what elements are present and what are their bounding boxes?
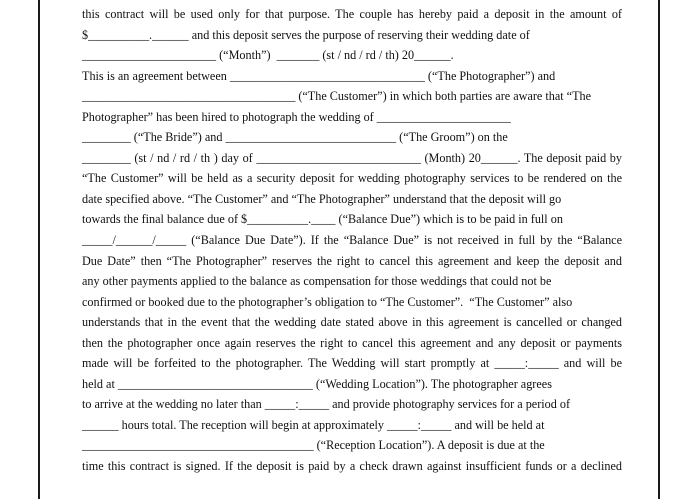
contract-line: ________ (st / nd / rd / th ) day of ___________________________ (Month) 20______. The deposit paid by [82, 150, 622, 165]
contract-line: This is an agreement between ________________________________ (“The Photographer”) and [82, 68, 556, 83]
contract-line: understands that in the event that the wedding date stated above in this agreement is cancelled or changed [82, 315, 622, 330]
contract-line: _____/______/_____ (“Balance Due Date”). If the “Balance Due” is not received in full by the “Balance [82, 233, 622, 248]
contract-line: time this contract is signed. If the deposit is paid by a check drawn against insufficient funds or a declined [82, 459, 622, 474]
contract-line: “The Customer” will be held as a security deposit for wedding photography services to be rendered on the [82, 171, 622, 186]
contract-line: ______ hours total. The reception will begin at approximately _____:_____ and will be held at [82, 417, 545, 432]
contract-line: held at ________________________________ (“Wedding Location”). The photographer agrees [82, 376, 552, 391]
contract-line: ___________________________________ (“The Customer”) in which both parties are aware that “The [82, 89, 592, 104]
contract-line: to arrive at the wedding no later than _____:_____ and provide photography services for a period of [82, 397, 571, 412]
contract-body [82, 4, 622, 477]
page-border-right [658, 0, 660, 499]
contract-line: confirmed or booked due to the photographer’s obligation to “The Customer”. “The Customer” also [82, 294, 573, 309]
contract-line: ______________________________________ (“Reception Location”). A deposit is due at the [82, 438, 545, 453]
contract-line: this contract will be used only for that purpose. The couple has hereby paid a deposit in the amount of [82, 7, 622, 21]
contract-line: made will be forfeited to the photographer. The Wedding will start promptly at _____:_____ and will be [82, 356, 622, 371]
contract-line: then the photographer once again reserves the right to cancel this agreement and any deposit or payments [82, 335, 622, 350]
page-border-left [38, 0, 40, 499]
contract-line: $__________.______ and this deposit serves the purpose of reserving their wedding date of [82, 27, 530, 42]
contract-line: ________ (“The Bride”) and ____________________________ (“The Groom”) on the [82, 130, 508, 145]
contract-line: Due Date” then “The Photographer” reserves the right to cancel this agreement and keep the deposit and [82, 253, 622, 268]
contract-line: any other payments applied to the balance as compensation for those weddings that could not be [82, 274, 552, 289]
contract-line: date specified above. “The Customer” and “The Photographer” understand that the deposit will go [82, 191, 562, 206]
contract-line: Photographer” has been hired to photograph the wedding of ______________________ [82, 109, 511, 124]
contract-line: ______________________ (“Month”) _______ (st / nd / rd / th) 20______. [82, 48, 454, 63]
contract-line: towards the final balance due of $__________.____ (“Balance Due”) which is to be paid in full on [82, 212, 563, 227]
